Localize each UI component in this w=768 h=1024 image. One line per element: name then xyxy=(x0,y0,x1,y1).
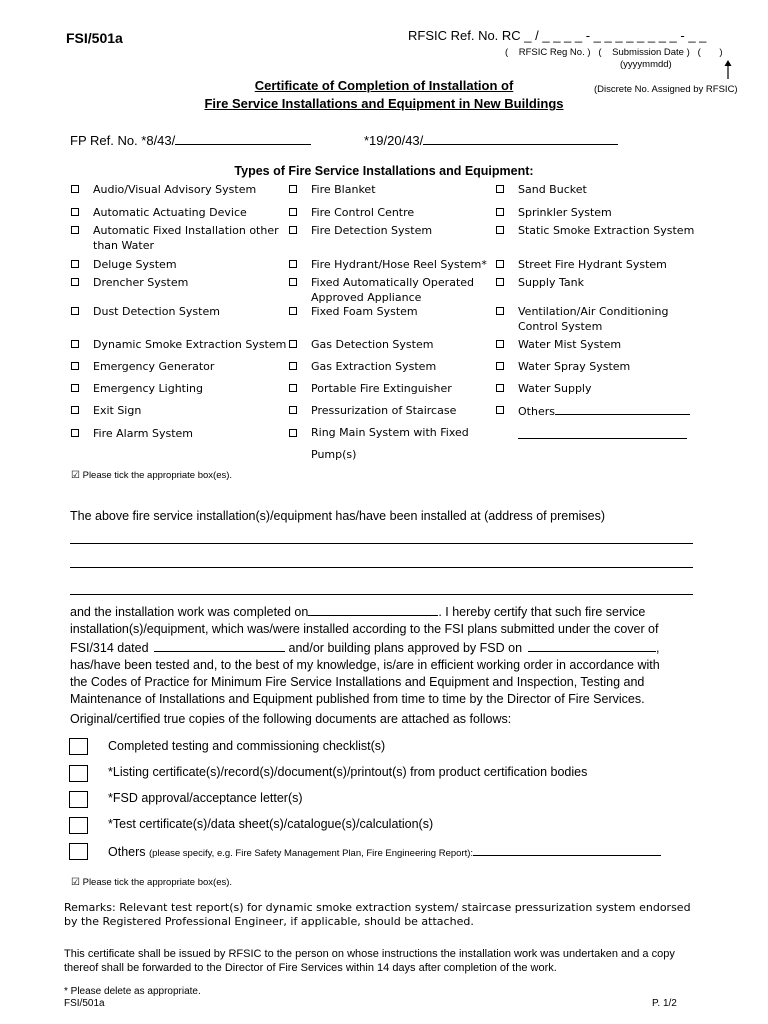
checkbox[interactable] xyxy=(289,208,297,216)
others-blank-line-2[interactable] xyxy=(518,438,687,439)
checkbox[interactable] xyxy=(71,307,79,315)
checkbox[interactable] xyxy=(71,406,79,414)
document-label: *Test certificate(s)/data sheet(s)/catalogue(s)/calculation(s) xyxy=(108,817,434,831)
footer-form-id: FSI/501a xyxy=(64,998,105,1009)
remarks: Remarks: Relevant test report(s) for dynamic smoke extraction system/ staircase pressurization system endorsed by the Registered Professional Engineer, if applicable, should be attached. xyxy=(64,901,691,928)
checkbox[interactable] xyxy=(496,260,504,268)
form-id: FSI/501a xyxy=(66,30,123,46)
rfsic-ref-number: RFSIC Ref. No. RC _ / _ _ _ _ - _ _ _ _ _ _ _ _ - _ _ xyxy=(408,28,707,43)
checkbox[interactable] xyxy=(71,362,79,370)
checkbox[interactable] xyxy=(71,429,79,437)
document-checkbox[interactable] xyxy=(69,791,88,808)
checkbox[interactable] xyxy=(496,384,504,392)
document-label: *FSD approval/acceptance letter(s) xyxy=(108,791,303,805)
arrow-up-icon xyxy=(722,60,734,80)
tick-note: ☑ Please tick the appropriate box(es). xyxy=(71,470,233,481)
checkbox[interactable] xyxy=(71,208,79,216)
checkbox[interactable] xyxy=(289,340,297,348)
address-paragraph: The above fire service installation(s)/equipment has/have been installed at (address of premises) xyxy=(70,509,605,523)
checked-box-icon: ☑ xyxy=(71,877,80,888)
fp-ref-blank-2[interactable] xyxy=(423,132,618,145)
fp-ref-label-2: *19/20/43/ xyxy=(364,133,424,148)
checkbox[interactable] xyxy=(71,260,79,268)
checkbox[interactable] xyxy=(496,340,504,348)
issue-note: This certificate shall be issued by RFSIC to the person on whose instructions the installation work was undertaken and a copy thereof shall be forwarded to the Director of Fire Services within 14 days after completion of the work. xyxy=(64,948,675,974)
checkbox[interactable] xyxy=(289,406,297,414)
checkbox[interactable] xyxy=(289,384,297,392)
address-line-1[interactable] xyxy=(70,543,693,544)
discrete-no-note: (Discrete No. Assigned by RFSIC) xyxy=(594,84,738,95)
types-heading: Types of Fire Service Installations and Equipment: xyxy=(234,164,534,178)
checkbox[interactable] xyxy=(289,362,297,370)
checkbox[interactable] xyxy=(289,185,297,193)
checkbox[interactable] xyxy=(496,185,504,193)
delete-note: * Please delete as appropriate. xyxy=(64,986,201,997)
fp-ref-field[interactable] xyxy=(70,132,311,148)
document-checkbox[interactable] xyxy=(69,738,88,755)
checkbox[interactable] xyxy=(71,278,79,286)
others-doc-blank[interactable] xyxy=(473,843,661,856)
document-checkbox-others[interactable] xyxy=(69,843,88,860)
document-checkbox[interactable] xyxy=(69,765,88,782)
checkbox[interactable] xyxy=(496,208,504,216)
date-format-hint: (yyyymmdd) xyxy=(620,59,672,70)
checkbox[interactable] xyxy=(289,429,297,437)
checkbox[interactable] xyxy=(289,278,297,286)
checkbox[interactable] xyxy=(71,226,79,234)
checkbox[interactable] xyxy=(289,307,297,315)
checkbox[interactable] xyxy=(289,226,297,234)
address-line-3[interactable] xyxy=(70,594,693,595)
checkbox[interactable] xyxy=(71,384,79,392)
document-label: Completed testing and commissioning checklist(s) xyxy=(108,739,386,753)
checkbox[interactable] xyxy=(496,278,504,286)
copies-paragraph: Original/certified true copies of the following documents are attached as follows: xyxy=(70,712,512,726)
checked-box-icon: ☑ xyxy=(71,470,80,481)
checkbox[interactable] xyxy=(289,260,297,268)
page-number: P. 1/2 xyxy=(652,998,677,1009)
checkbox[interactable] xyxy=(496,406,504,414)
fp-ref-label: FP Ref. No. *8/43/ xyxy=(70,133,176,148)
checkbox[interactable] xyxy=(496,307,504,315)
document-label: *Listing certificate(s)/record(s)/document(s)/printout(s) from product certification bodies xyxy=(108,765,588,779)
others-blank[interactable] xyxy=(555,403,690,415)
fsi314-date-blank[interactable] xyxy=(154,639,285,652)
certificate-title-line1: Certificate of Completion of Installation of xyxy=(254,78,514,93)
fsd-approval-date-blank[interactable] xyxy=(528,639,656,652)
fp-ref-blank[interactable] xyxy=(175,132,311,145)
rfsic-ref-legend: ( RFSIC Reg No. ) ( Submission Date ) ( ) xyxy=(505,47,723,58)
checkbox[interactable] xyxy=(496,226,504,234)
certificate-title-line2: Fire Service Installations and Equipment in New Buildings xyxy=(204,96,564,111)
fp-ref-field-2[interactable] xyxy=(364,132,618,148)
certification-paragraph: and the installation work was completed on . I hereby certify that such fire service installation(s)/equipment, which was/were installed according to the FSI plans submitted under the cover of FSI/314 dated and/or building plans approved by FSD on , has/have been tested and, to the best of my knowledge, is/are in efficient working order in accordance with the Codes of Practice for Minimum Fire Service Installations and Equipment and Inspection, Testing and Maintenance of Installations and Equipment published from time to time by the Director of Fire Services. xyxy=(70,605,660,707)
checkbox[interactable] xyxy=(71,340,79,348)
completion-date-blank[interactable] xyxy=(308,603,438,616)
document-checkbox[interactable] xyxy=(69,817,88,834)
checkbox[interactable] xyxy=(496,362,504,370)
document-others: Others (please specify, e.g. Fire Safety Management Plan, Fire Engineering Report): xyxy=(108,843,661,859)
address-line-2[interactable] xyxy=(70,567,693,568)
tick-note-2: ☑ Please tick the appropriate box(es). xyxy=(71,877,233,888)
checkbox[interactable] xyxy=(71,185,79,193)
